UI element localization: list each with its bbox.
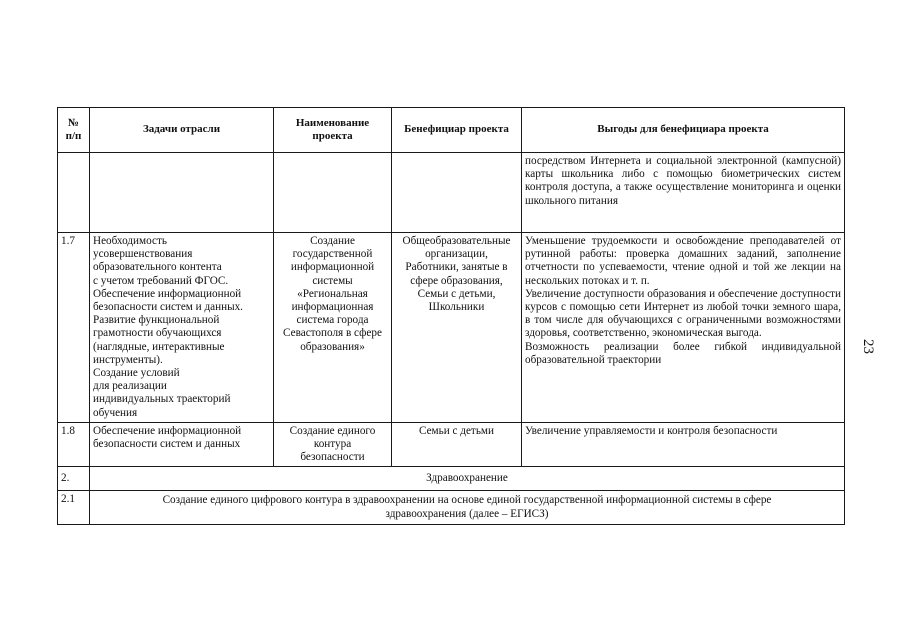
task-line: с учетом требований ФГОС.	[93, 274, 229, 287]
row-benefits	[522, 233, 845, 423]
row-beneficiary: Семьи с детьми	[392, 422, 522, 467]
benefit-paragraph: Уменьшение трудоемкости и освобождение преподавателей от рутинной работы: проверка домашних заданий, заполнение отчетности по успеваемости, чтение одной и той же лекции на нескольких потоках и т. п.	[525, 235, 841, 287]
table-row-1-8	[58, 422, 845, 467]
cell-empty	[392, 153, 522, 233]
row-number: 1.8	[58, 422, 90, 467]
beneficiary-line: Семьи с детьми,	[417, 287, 496, 300]
beneficiary-line: организации,	[425, 248, 488, 261]
task-line: Создание условий	[93, 367, 180, 380]
beneficiary-line: Школьники	[428, 301, 485, 314]
task-line: Развитие функциональной	[93, 314, 220, 327]
task-line: индивидуальных траекторий	[93, 393, 231, 406]
row-project	[274, 233, 392, 423]
task-line: для реализации	[93, 380, 167, 393]
row-beneficiary	[392, 233, 522, 423]
project-line: контура	[313, 438, 352, 451]
cell-empty	[58, 153, 90, 233]
project-line: информационной	[290, 261, 375, 274]
project-line: информационная	[291, 301, 374, 314]
header-beneficiary: Бенефициар проекта	[392, 108, 522, 153]
task-line: усовершенствования	[93, 248, 193, 261]
project-line: системы	[312, 274, 353, 287]
project-line: «Региональная	[297, 287, 368, 300]
row-project	[274, 422, 392, 467]
task-line: грамотности обучающихся	[93, 327, 222, 340]
row-number: 1.7	[58, 233, 90, 423]
project-line: Севастополя в сфере	[283, 327, 382, 340]
header-project: Наименование проекта	[274, 108, 392, 153]
header-tasks: Задачи отрасли	[90, 108, 274, 153]
benefit-paragraph: Возможность реализации более гибкой индивидуальной образовательной траектории	[525, 340, 841, 366]
task-line: (наглядные, интерактивные	[93, 340, 225, 353]
continuation-benefit: посредством Интернета и социальной электронной (кампусной) карты школьника либо с помощью биометрических систем контроля доступа, а также осуществление мониторинга и оценки школьного питания	[522, 153, 845, 233]
continuation-row	[58, 153, 845, 233]
header-benefits: Выгоды для бенефициара проекта	[522, 108, 845, 153]
task-line: Обеспечение информационной	[93, 287, 242, 300]
task-line: Необходимость	[93, 235, 167, 247]
row-description: Создание единого цифрового контура в здравоохранении на основе единой государственной информационной системы в сфере здравоохранения (далее – ЕГИСЗ)	[90, 491, 845, 524]
project-table	[57, 107, 845, 525]
project-line: Создание единого	[289, 424, 376, 437]
page-number: 23	[860, 339, 876, 354]
header-number: № п/п	[58, 108, 90, 153]
row-number: 2.1	[58, 491, 90, 524]
beneficiary-line: Работники, занятые в	[405, 261, 508, 274]
header-row	[58, 108, 845, 153]
row-benefits: Увеличение управляемости и контроля безопасности	[522, 422, 845, 467]
row-number: 2.	[58, 467, 90, 491]
row-tasks	[90, 233, 274, 423]
task-line: безопасности систем и данных.	[93, 301, 243, 314]
project-line: государственной	[292, 248, 373, 261]
row-tasks	[90, 422, 274, 467]
table-row-2	[58, 467, 845, 491]
table-row-1-7	[58, 233, 845, 423]
task-line: инструменты).	[93, 353, 163, 366]
project-line: образования»	[300, 340, 365, 353]
task-line: обучения	[93, 406, 138, 419]
beneficiary-line: сфере образования,	[410, 274, 503, 287]
task-line: образовательного контента	[93, 261, 222, 274]
task-line: Обеспечение информационной	[93, 424, 242, 437]
project-line: безопасности	[300, 451, 365, 464]
benefit-paragraph: Увеличение доступности образования и обеспечение доступности курсов с помощью сети Интернет из любой точки земного шара, в том числе для обучающихся с ограниченными возможностями здоровья, соответственно, экономическая выгода.	[525, 287, 841, 340]
beneficiary-line: Общеобразовательные	[402, 235, 511, 247]
task-line: безопасности систем и данных	[93, 438, 241, 451]
project-line: система города	[296, 314, 369, 327]
cell-empty	[274, 153, 392, 233]
project-line: Создание	[310, 235, 355, 247]
table-row-2-1	[58, 491, 845, 524]
cell-empty	[90, 153, 274, 233]
section-title: Здравоохранение	[90, 467, 845, 491]
